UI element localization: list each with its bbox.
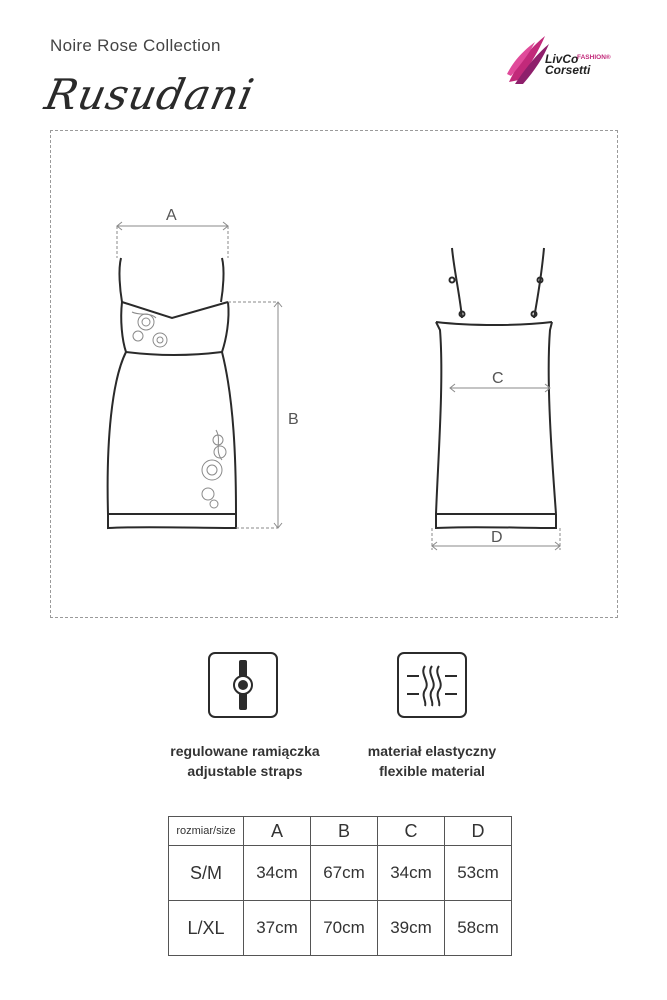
column-header: C xyxy=(378,817,445,846)
dimension-label-b: B xyxy=(288,411,299,428)
table-cell: 70cm xyxy=(311,901,378,956)
table-cell: 34cm xyxy=(244,846,311,901)
front-view-drawing xyxy=(108,258,236,528)
table-cell: 58cm xyxy=(445,901,512,956)
feature-label-pl: regulowane ramiączka xyxy=(170,743,320,759)
table-cell: 53cm xyxy=(445,846,512,901)
feature-label-pl: materiał elastyczny xyxy=(367,743,497,759)
column-header: A xyxy=(244,817,311,846)
table-cell: 34cm xyxy=(378,846,445,901)
logo-text-corsetti: Corsetti xyxy=(545,63,591,77)
product-name: Rusudani xyxy=(40,70,259,119)
dimension-label-c: C xyxy=(492,370,504,387)
table-cell: 39cm xyxy=(378,901,445,956)
size-table-header xyxy=(169,817,512,846)
adjustable-strap-icon xyxy=(208,652,278,718)
logo-text-livco: LivCo xyxy=(545,52,579,66)
size-label: L/XL xyxy=(169,901,244,956)
size-table xyxy=(168,816,512,956)
column-header: D xyxy=(445,817,512,846)
feature-label-en: adjustable straps xyxy=(187,763,303,779)
size-label: S/M xyxy=(169,846,244,901)
stretch-wave-icon xyxy=(397,652,467,718)
dimension-label-a: A xyxy=(166,207,177,224)
feature-flexible-material xyxy=(312,741,552,781)
dimension-label-d: D xyxy=(491,529,503,546)
size-table-corner: rozmiar/size xyxy=(169,817,244,846)
table-cell: 37cm xyxy=(244,901,311,956)
collection-title: Noire Rose Collection xyxy=(50,36,221,55)
dimension-a xyxy=(117,222,228,258)
column-header: B xyxy=(311,817,378,846)
table-row xyxy=(169,901,512,956)
logo-text-fashion: FASHION® xyxy=(577,54,611,61)
rose-lace-icon xyxy=(132,312,226,508)
table-cell: 67cm xyxy=(311,846,378,901)
feature-label-en: flexible material xyxy=(379,763,485,779)
table-row xyxy=(169,846,512,901)
